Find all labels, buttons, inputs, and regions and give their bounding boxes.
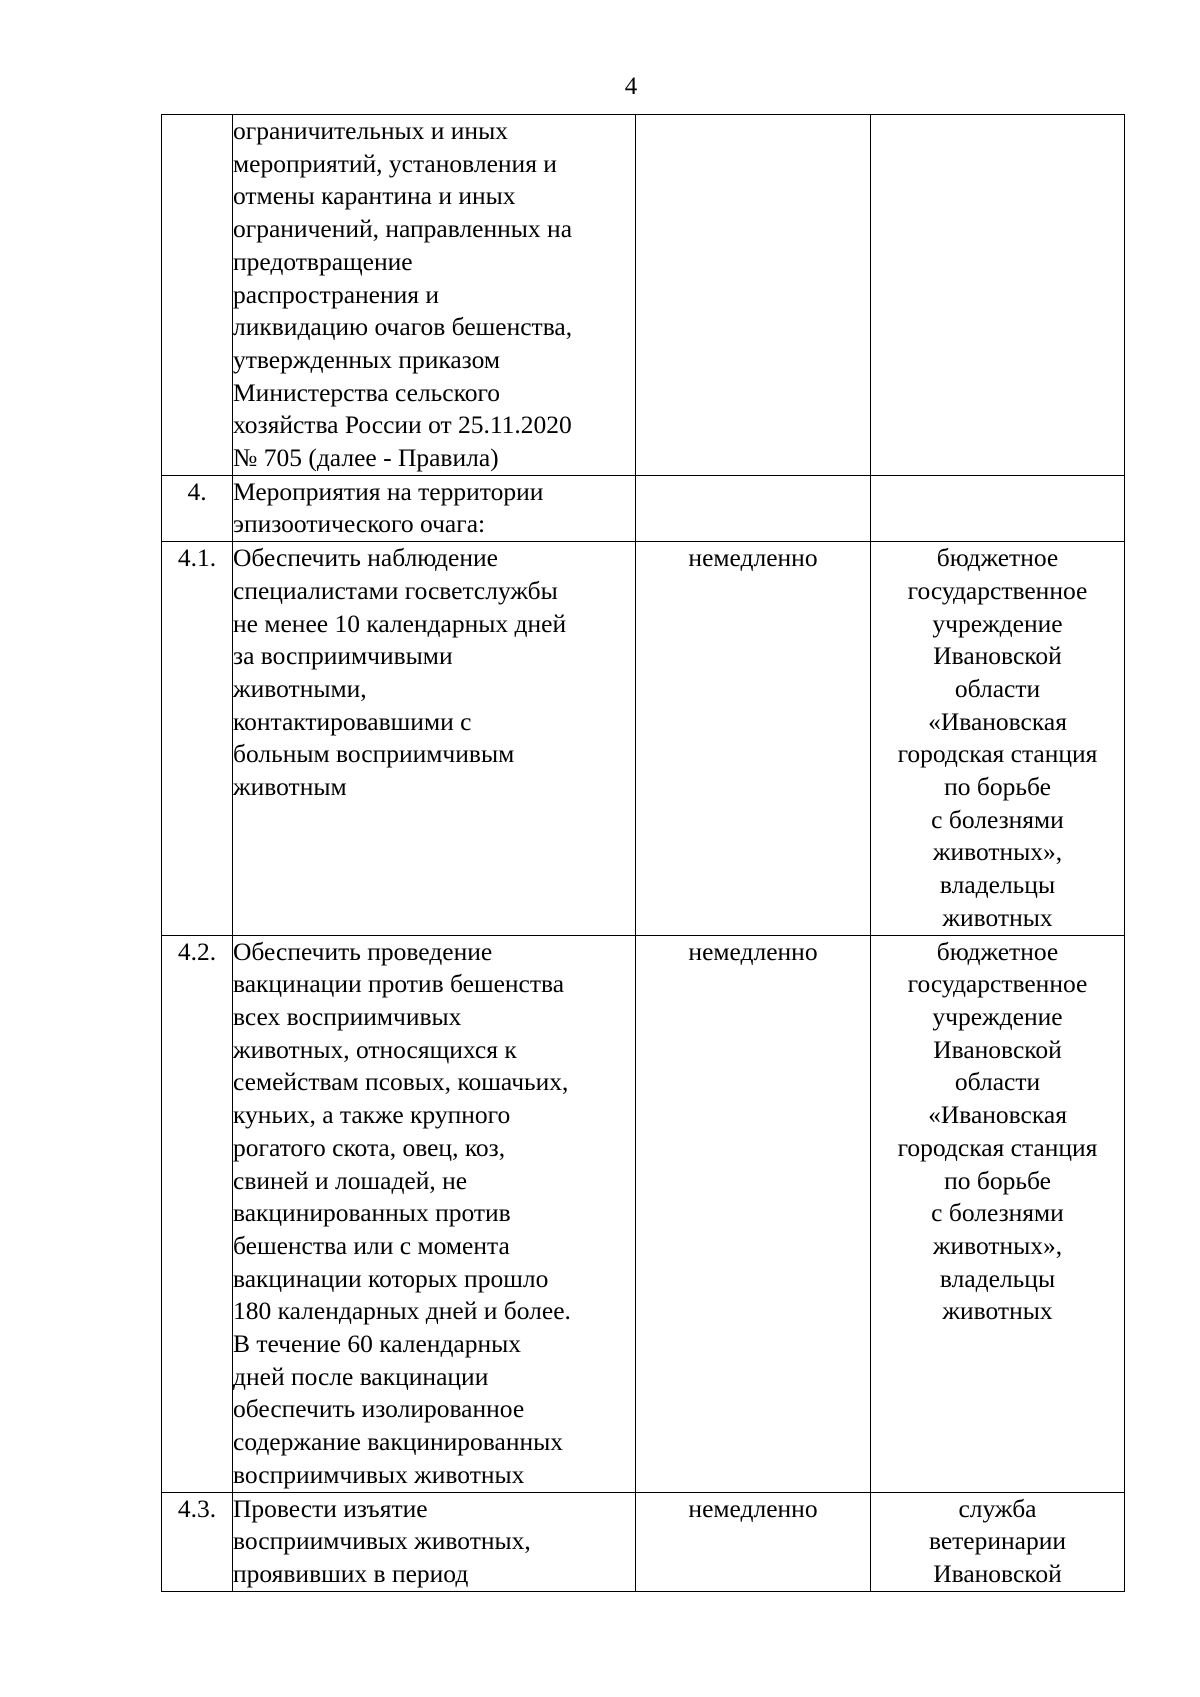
measure-text-line: вакцинации против бешенства: [233, 969, 565, 999]
item-number-cell: [162, 115, 233, 476]
measure-text-line: Обеспечить наблюдение: [233, 543, 498, 573]
measure-text-line: утвержденных приказом: [233, 344, 501, 374]
responsible-text-line: области: [954, 673, 1041, 703]
responsible-text-line: по борьбе: [944, 772, 1051, 802]
responsible-text-line: бюджетное: [936, 936, 1059, 966]
responsible-cell: [871, 542, 1125, 935]
measure-text-line: Обеспечить проведение: [233, 936, 493, 966]
table-row: [162, 475, 1125, 541]
deadline-cell: немедленно: [636, 542, 871, 935]
responsible-cell: [871, 475, 1125, 541]
page-number: 4: [624, 73, 638, 100]
responsible-text-line: животных: [942, 902, 1053, 932]
responsible-text-line: области: [954, 1067, 1041, 1097]
measure-text-line: животным: [233, 772, 347, 802]
measure-text-line: бешенства или с момента: [233, 1230, 510, 1260]
responsible-text-line: учреждение: [932, 608, 1063, 638]
measure-text-line: больным восприимчивым: [233, 739, 515, 769]
measure-text-line: ликвидацию очагов бешенства,: [233, 312, 573, 342]
measure-description-cell: [233, 935, 636, 1492]
measure-text-line: куньих, а также крупного: [233, 1100, 511, 1130]
responsible-text-line: государственное: [907, 575, 1088, 605]
deadline-cell: [636, 115, 871, 476]
responsible-text-line: Ивановской: [933, 641, 1062, 671]
measure-text-line: обеспечить изолированное: [233, 1394, 525, 1424]
measure-text-line: проявивших в период: [233, 1558, 469, 1588]
responsible-text-line: Ивановской: [933, 1034, 1062, 1064]
responsible-text-line: служба: [958, 1493, 1037, 1523]
responsible-text-line: с болезнями: [931, 1198, 1064, 1228]
measure-description-cell: [233, 475, 636, 541]
measures-table-body: [162, 115, 1125, 1592]
measure-text-line: восприимчивых животных,: [233, 1526, 531, 1556]
responsible-cell: [871, 935, 1125, 1492]
measure-text-line: В течение 60 календарных: [233, 1329, 522, 1359]
responsible-text-line: животных»,: [932, 1230, 1063, 1260]
measure-text-line: вакцинации которых прошло: [233, 1263, 549, 1293]
item-number-cell: 4.1.: [162, 542, 233, 935]
measure-text-line: хозяйства России от 25.11.2020: [233, 410, 572, 440]
measure-description-cell: [233, 115, 636, 476]
measure-text-line: ограничительных и иных: [233, 116, 508, 145]
responsible-text-line: городская станция: [897, 1132, 1098, 1162]
item-number-cell: 4.: [162, 475, 233, 541]
measures-table: [161, 114, 1125, 1592]
measure-description-cell: [233, 542, 636, 935]
measure-text-line: всех восприимчивых: [233, 1001, 462, 1031]
responsible-text-line: по борьбе: [944, 1165, 1051, 1195]
measure-text-line: Мероприятия на территории: [233, 476, 544, 506]
measure-text-line: предотвращение: [233, 246, 413, 276]
responsible-text-line: ветеринарии: [928, 1526, 1067, 1556]
measure-text-line: распространения и: [233, 279, 440, 309]
measure-text-line: вакцинированных против: [233, 1198, 511, 1228]
measure-text-line: № 705 (далее - Правила): [233, 443, 499, 473]
measure-text-line: семействам псовых, кошачьих,: [233, 1067, 569, 1097]
responsible-text-line: городская станция: [897, 739, 1098, 769]
responsible-text-line: государственное: [907, 969, 1088, 999]
responsible-text-line: Ивановской: [933, 1558, 1062, 1588]
measure-text-line: животными,: [233, 673, 367, 703]
measure-text-line: свиней и лошадей, не: [233, 1165, 468, 1195]
measure-text-line: ограничений, направленных на: [233, 214, 573, 244]
responsible-text-line: животных»,: [932, 837, 1063, 867]
measure-text-line: дней после вакцинации: [233, 1361, 489, 1391]
measure-text-line: отмены карантина и иных: [233, 181, 516, 211]
deadline-cell: немедленно: [636, 935, 871, 1492]
measure-text-line: животных, относящихся к: [233, 1034, 517, 1064]
responsible-text-line: «Ивановская: [928, 706, 1067, 736]
responsible-cell: [871, 115, 1125, 476]
measure-text-line: Провести изъятие: [233, 1493, 428, 1523]
measure-text-line: восприимчивых животных: [233, 1459, 525, 1489]
measure-text-line: мероприятий, установления и: [233, 148, 557, 178]
measure-text-line: специалистами госветслужбы: [233, 575, 558, 605]
responsible-text-line: «Ивановская: [928, 1100, 1067, 1130]
measure-text-line: 180 календарных дней и более.: [233, 1296, 571, 1326]
measure-text-line: за восприимчивыми: [233, 641, 453, 671]
table-row: [162, 1492, 1125, 1591]
responsible-text-line: с болезнями: [931, 804, 1064, 834]
table-row: [162, 542, 1125, 935]
measure-text-line: Министерства сельского: [233, 377, 501, 407]
item-number-cell: 4.2.: [162, 935, 233, 1492]
responsible-text-line: животных: [942, 1296, 1053, 1326]
measure-text-line: эпизоотического очага:: [233, 509, 486, 539]
measure-text-line: содержание вакцинированных: [233, 1427, 563, 1457]
table-row: [162, 935, 1125, 1492]
item-number-cell: 4.3.: [162, 1492, 233, 1591]
measure-text-line: не менее 10 календарных дней: [233, 608, 567, 638]
responsible-cell: [871, 1492, 1125, 1591]
responsible-text-line: бюджетное: [936, 543, 1059, 573]
responsible-text-line: учреждение: [932, 1001, 1063, 1031]
deadline-cell: [636, 475, 871, 541]
table-row: [162, 115, 1125, 476]
measure-text-line: рогатого скота, овец, коз,: [233, 1132, 506, 1162]
measure-description-cell: [233, 1492, 636, 1591]
responsible-text-line: владельцы: [939, 1263, 1056, 1293]
deadline-cell: немедленно: [636, 1492, 871, 1591]
measure-text-line: контактировавшими с: [233, 706, 472, 736]
responsible-text-line: владельцы: [939, 870, 1056, 900]
